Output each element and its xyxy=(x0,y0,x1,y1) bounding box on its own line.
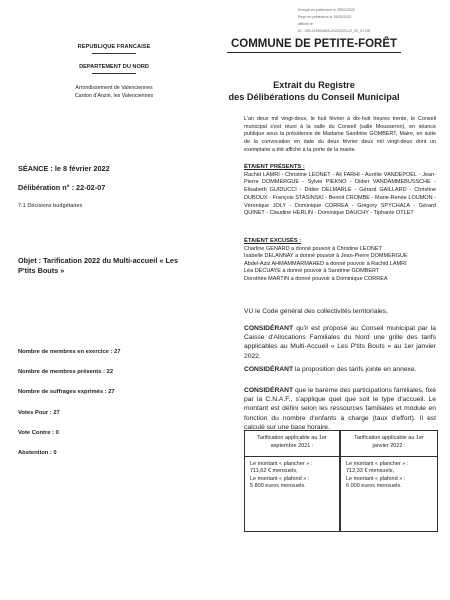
excuses-line: Dorothée MARTIN a donné pouvoir à Dominique CORREA xyxy=(244,275,388,282)
divider xyxy=(92,53,136,54)
objet-label: Objet : Tarification 2022 du Multi-accueil « Les P'tits Bouts » xyxy=(18,256,179,275)
considerant-text: la proposition des tarifs jointe en annexe. xyxy=(293,366,417,373)
stamp-line: ID : 059-215904605-20220223-22_02_07-DE xyxy=(298,29,371,33)
considerant-text: qu'il est proposé au Conseil municipal par la Caisse d'Allocations Familiales du Nord une grille des tarifs applicables au Multi-Accueil « Les P'tits Bouts » au 1er janvier 2022. xyxy=(244,325,436,360)
seance-date: SÉANCE : le 8 février 2022 xyxy=(18,164,110,173)
tarif-line: Le montant « plancher » : xyxy=(346,461,409,467)
excuses-line: Isabelle DELANNAY a donné pouvoir à Jean-Pierre DOMMERGUE xyxy=(244,253,408,260)
stat-abstention: Abstention : 0 xyxy=(18,450,57,456)
presents-heading: ÉTAIENT PRÉSENTS : xyxy=(244,164,305,170)
considerant-3 xyxy=(244,386,436,432)
tarif-head xyxy=(341,431,437,457)
extrait-title xyxy=(190,79,438,103)
tarif-line: Le montant « plancher » : xyxy=(250,461,313,467)
stamp-line: Affiché le xyxy=(298,22,313,26)
title-underline xyxy=(227,52,401,53)
tarif-body xyxy=(341,457,437,494)
considerant-keyword: CONSIDÉRANT xyxy=(244,325,294,332)
tarif-head xyxy=(245,431,339,457)
presents-list: Rachid LAMRI - Christine LEONET - Ali FARHI - Aurélie VANDEPOEL - Jean-Pierre DOMMERGUE - Sylvie PIEKNO - Didier VANDAMMEBUSSCHE - Elisabeth GUIDUCCI - Didier DELMARLE - Gérard GAILLARD - Christine DUBOUX - François STASINSKI - Benoit CROMBE - Marie-Renée LOUMON - Véronique JOLY - Dominique CORREA - Grégory SPYCHALA - Gérard QUINET - Claudine HERLIN - Dominique DAUCHY - Tiphanie OTLET xyxy=(244,171,436,217)
stamp-line: Reçu en préfecture le 25/02/2022 xyxy=(298,15,352,19)
excuses-line: Léa DECUAYE a donné pouvoir à Sandrine GOMBERT xyxy=(244,268,380,275)
considerant-keyword: CONSIDÉRANT xyxy=(244,366,294,373)
stamp-line: Envoyé en préfecture le 25/02/2022 xyxy=(298,8,355,12)
tarif-line: Le montant « plafond » : xyxy=(250,475,310,482)
tarif-head-line: septembre 2021 : xyxy=(270,442,314,449)
tarif-body xyxy=(245,457,339,494)
considerant-text: que le barème des participations familiales, fixé par la C.N.A.F., s'applique quel que soit le type d'accueil. Le montant est défini selon les ressources familiales et module en fonction du nombre d'enfants à charge (taux d'effort). Il est calculé sur une base horaire. xyxy=(244,387,436,431)
divider xyxy=(92,73,136,74)
tarif-line: 712,33 € mensuels, xyxy=(346,468,395,475)
deliberation-number: Délibération n° : 22-02-07 xyxy=(18,183,106,192)
considerant-1 xyxy=(244,324,436,361)
excuses-heading: ÉTAIENT EXCUSÉS : xyxy=(244,238,302,244)
departement-label: DEPARTEMENT DU NORD xyxy=(79,64,149,70)
deliberation-category: 7.1 Décisions budgétaires xyxy=(18,203,83,209)
arrondissement-block xyxy=(60,84,168,100)
arrondissement-label: Arrondissement de Valenciennes xyxy=(75,85,153,91)
extrait-line-2: des Délibérations du Conseil Municipal xyxy=(228,92,400,102)
tarif-box-2022 xyxy=(340,430,438,532)
transmission-stamp xyxy=(298,7,436,35)
excuses-block xyxy=(244,238,436,284)
republique-label: REPUBLIQUE FRANCAISE xyxy=(77,44,151,50)
commune-title: COMMUNE DE PETITE-FORÊT xyxy=(230,38,398,50)
stat-membres-presents: Nombre de membres présents : 22 xyxy=(18,369,114,375)
stat-vote-contre: Vote Contre : 0 xyxy=(18,430,59,436)
extrait-line-1: Extrait du Registre xyxy=(273,80,355,90)
presents-block xyxy=(244,164,436,218)
tarif-line: 6 000 euros mensuels. xyxy=(346,482,402,489)
tarif-line: 5 800 euros mensuels. xyxy=(250,482,306,489)
tarif-line: Le montant « plafond » : xyxy=(346,475,406,482)
tarif-box-2021 xyxy=(244,430,340,532)
stat-membres-exercice: Nombre de membres en exercice : 27 xyxy=(18,349,121,355)
tarif-head-line: Tarification applicable au 1er xyxy=(257,435,327,441)
tarif-head-line: janvier 2022 : xyxy=(372,442,406,449)
stat-votes-pour: Votes Pour : 27 xyxy=(18,410,60,416)
tarif-line: 711,62 € mensuels, xyxy=(250,468,298,475)
excuses-line: Charline GENARD a donné pouvoir à Christine LEONET xyxy=(244,245,382,252)
intro-paragraph: L'an deux mil vingt-deux, le huit février à dix-huit heures trente, le Conseil municipal s'est réuni à la salle du Conseil (salle Mousseron), en séance publique sous la présidence de Madame Sandrine GOMBERT, Maire, en suite de la convocation en date du deux février deux mil vingt-deux dont un exemplaire a été affiché à la porte de la mairie. xyxy=(244,116,436,153)
excuses-line: Abdel-Aziz AHMAMMARMAHED a donné pouvoir à Rachid LAMRI xyxy=(244,260,407,267)
considerant-keyword: CONSIDÉRANT xyxy=(244,387,294,394)
stat-suffrages: Nombre de suffrages exprimés : 27 xyxy=(18,389,115,395)
canton-label: Canton d'Anzin, les Valenciennes xyxy=(74,93,154,99)
tarif-head-line: Tarification applicable au 1er xyxy=(354,435,424,441)
vu-paragraph: VU le Code général des collectivités territoriales, xyxy=(244,308,388,315)
considerant-2 xyxy=(244,366,436,373)
